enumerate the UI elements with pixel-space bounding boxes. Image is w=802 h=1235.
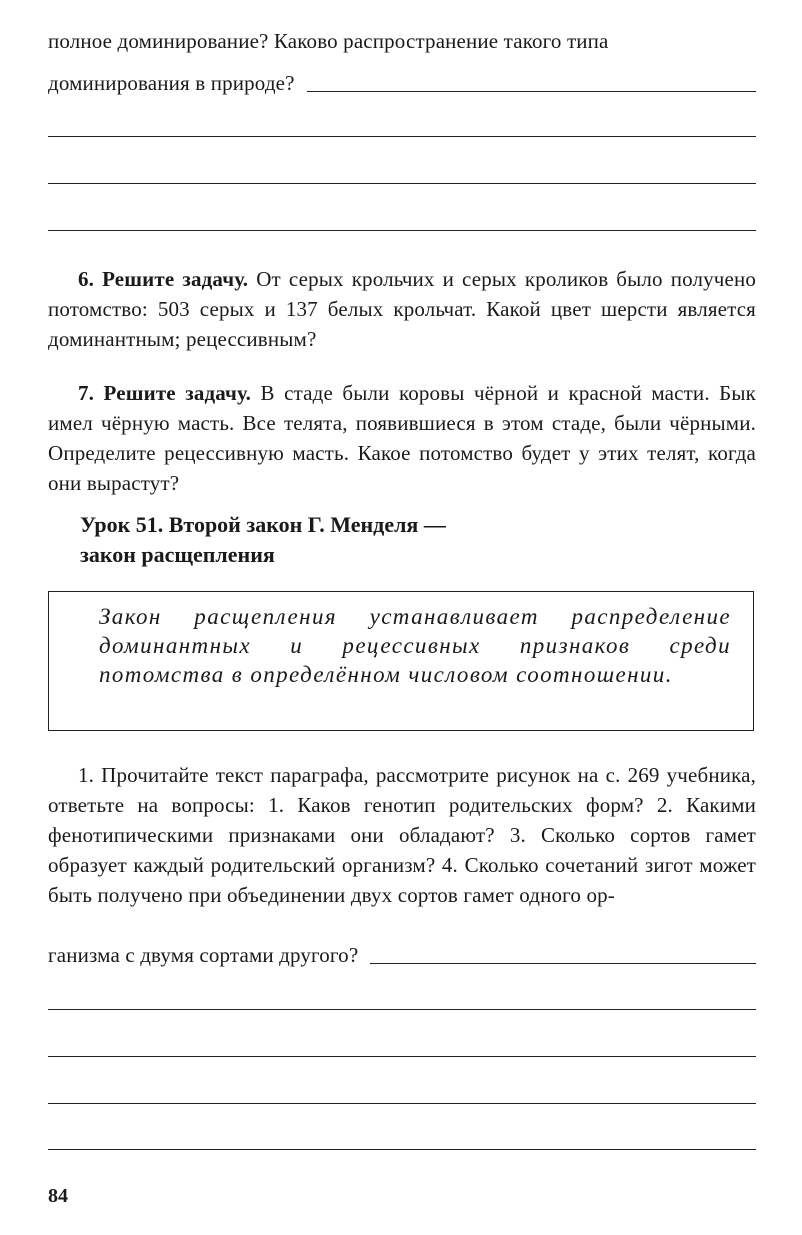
lesson-title-line-1: Урок 51. Второй закон Г. Менделя — (80, 512, 446, 537)
answer-line[interactable] (48, 1103, 756, 1104)
answer-line[interactable] (307, 91, 756, 92)
question-text-line-2: доминирования в природе? (48, 71, 295, 95)
answer-line[interactable] (48, 1009, 756, 1010)
answer-row-1[interactable] (48, 68, 756, 98)
answer-line[interactable] (48, 1056, 756, 1057)
task-6-text: От серых крольчих и серых кроликов было получено потомство: 503 серых и 137 белых крольчат. Какой цвет шерсти является доминантным; рецессивным? (48, 267, 756, 351)
task-7-lead: Решите задачу. (103, 381, 251, 405)
law-definition-box (48, 591, 754, 731)
answer-line[interactable] (48, 1149, 756, 1150)
answer-line[interactable] (48, 230, 756, 231)
task-7-text: В стаде были коровы чёрной и красной масти. Бык имел чёрную масть. Все телята, появившиеся в этом стаде, были чёрными. Определите рецессивную масть. Какое потомство будет у этих телят, когда они вырастут? (48, 381, 756, 495)
task-6 (48, 264, 756, 354)
task-6-number: 6. (78, 267, 95, 291)
answer-row-2[interactable] (48, 940, 756, 970)
law-definition-text: Закон расщепления устанавливает распределение доминантных и рецессивных признаков среди потомства в определённом числовом соотношении. (99, 604, 731, 687)
task-1-text: 1. Прочитайте текст параграфа, рассмотрите рисунок на с. 269 учебника, ответьте на вопросы: 1. Каков генотип родительских форм? 2. Какими фенотипическими признаками они обладают? 3. Сколько сортов гамет образует каждый родительский организм? 4. Сколько сочетаний зигот может быть получено при объединении двух сортов гамет одного ор- (48, 763, 756, 907)
task-1-last-line: ганизма с двумя сортами другого? (48, 943, 359, 967)
task-6-lead: Решите задачу. (102, 267, 249, 291)
task-7-number: 7. (78, 381, 95, 405)
answer-line[interactable] (48, 136, 756, 137)
task-1 (48, 760, 756, 910)
lesson-title-line-2: закон расщепления (80, 542, 275, 567)
answer-line[interactable] (370, 963, 756, 964)
task-7 (48, 378, 756, 498)
answer-line[interactable] (48, 183, 756, 184)
question-text-line-1: полное доминирование? Каково распространение такого типа (48, 29, 609, 53)
page-number: 84 (48, 1185, 68, 1207)
